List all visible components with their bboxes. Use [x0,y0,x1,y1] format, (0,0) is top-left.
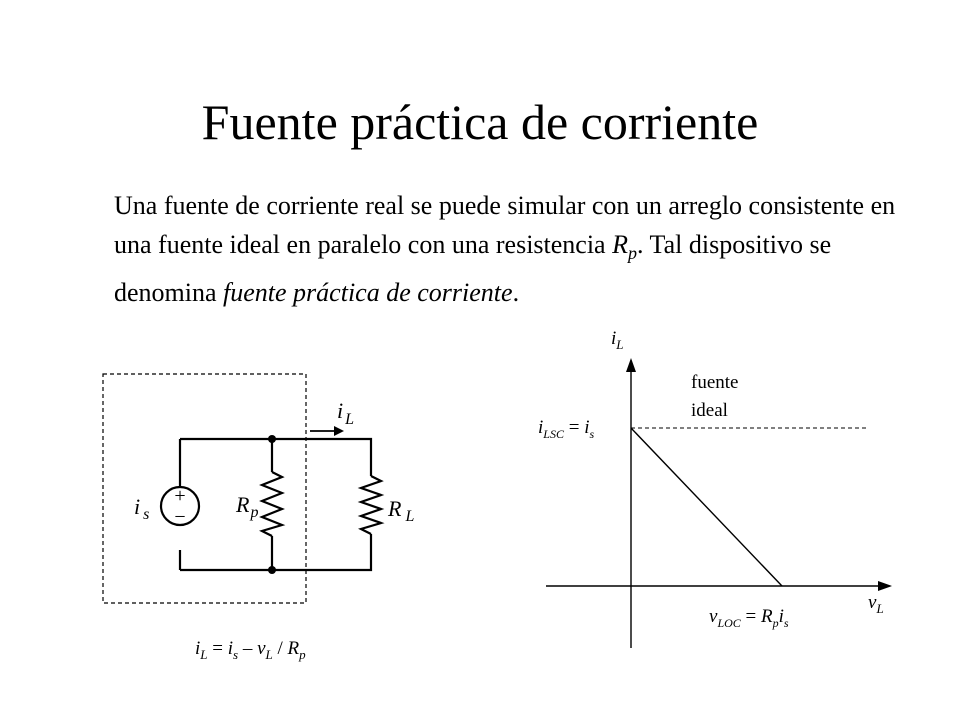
svg-text:Rp [235,492,258,521]
current-formula: $i_L = i_s - v_L / R_p$ [195,638,306,662]
x-axis-arrowhead [878,581,892,591]
current-arrowhead [334,426,344,436]
bottom-node-dot [268,566,276,574]
rl-label: R [388,496,402,521]
rp-label-sub: p [250,504,259,521]
ideal-source-label-line1: fuente [691,372,739,393]
rl-label-sub: L [405,508,415,525]
rp-subscript: p [628,243,637,264]
paragraph-text-2: . Tal dispositivo se denomina [114,230,832,308]
bottom-wire [180,534,371,570]
slide-title: Fuente práctica de corriente [201,94,759,150]
short-circuit-label: $i_{LSC} = i_s$ [538,417,595,441]
rp-label: R [236,492,250,517]
top-node-dot [268,435,276,443]
svg-text:RL [387,496,414,525]
rp-symbol: R [612,230,628,259]
ideal-source-label-line2: ideal [691,400,728,421]
paragraph-text-3: . [512,278,520,308]
open-circuit-label: $v_{LOC} = R_pi_s$ [709,606,789,630]
paragraph-text-1: Una fuente de corriente real se puede simular con un arreglo consistente en una fuente ideal en paralelo con una resistencia [114,191,896,259]
rp-resistor-symbol [262,472,282,536]
top-wire [180,439,371,476]
svg-text:vL [868,592,884,616]
x-axis-label-sub: L [876,601,884,616]
source-minus-sign: − [174,506,186,528]
current-label-sub: L [345,411,355,428]
svg-text:is [134,494,149,523]
practical-source-term: fuente práctica de corriente [223,278,513,308]
source-plus-sign: + [174,485,186,507]
current-label: i [337,398,344,423]
y-axis-arrowhead [626,358,636,372]
svg-text:iL [337,398,354,428]
x-axis-label: v [868,592,877,613]
svg-text:iL [611,328,624,352]
y-axis-label: i [611,328,617,349]
source-label-sub: s [143,506,150,523]
rl-resistor-symbol [361,476,381,534]
source-label: i [134,494,141,519]
y-axis-label-sub: L [616,337,624,352]
practical-source-line [631,428,782,586]
